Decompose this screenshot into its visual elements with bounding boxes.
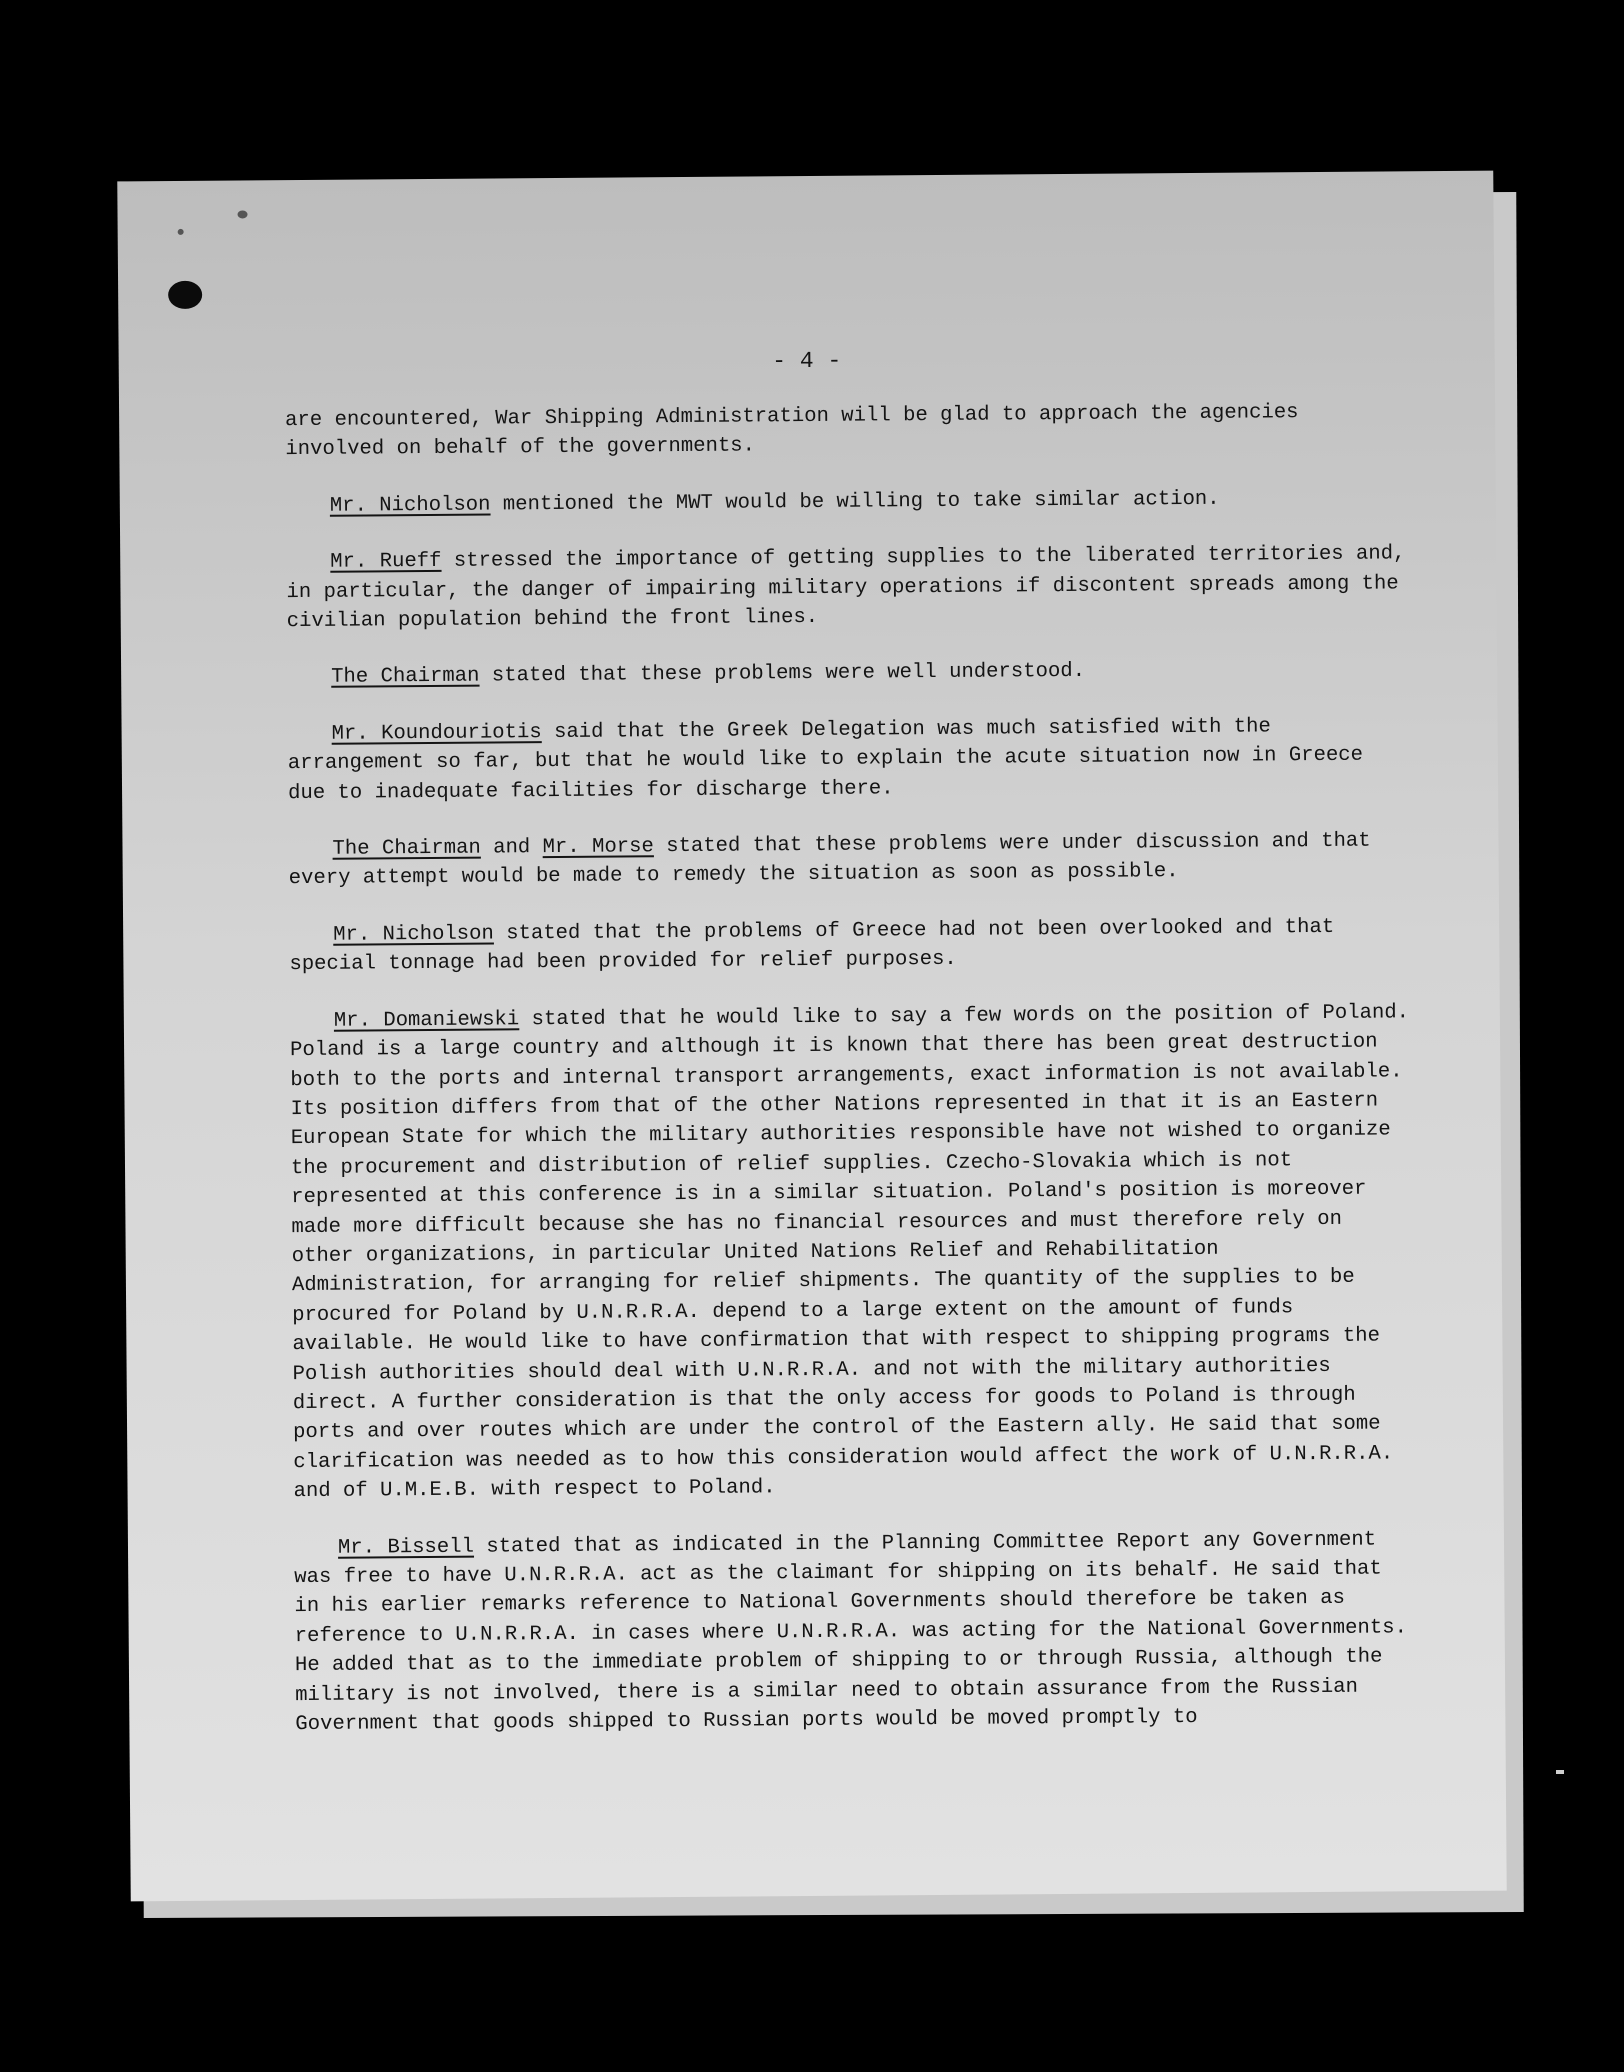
paragraph — [286, 540, 1407, 637]
paragraph-text: stressed the importance of getting supplies to the liberated territories and, in particular, the danger of impairing military operations if discontent spreads among the civilian population behind the front lines. — [286, 542, 1406, 634]
paragraph-text: said that the Greek Delegation was much satisfied with the arrangement so far, but that he would like to explain the acute situation now in Greece due to inadequate facilities for discharge there. — [287, 715, 1364, 805]
speaker-connector: and — [480, 836, 543, 860]
page-number: - 4 - — [772, 347, 842, 375]
punch-hole — [168, 281, 202, 309]
paragraph-text: stated that he would like to say a few words on the position of Poland. Poland is a large country and although it is known that there has been great destruction both to the ports and internal transport arrangements, exact information is not available. Its position differs from that of the other Nations represented in that it is an Eastern European State for which the military authorities responsible have not wished to organize the procurement and distribution of relief supplies. Czecho-Slovakia which is not represented at this conference is in a similar situation. Poland's position is moreover made more difficult because she has no financial resources and must therefore rely on other organizations, in particular United Nations Relief and Rehabilitation Administration, for arranging for relief shipments. The quantity of the supplies to be procured for Poland by U.N.R.R.A. depend to a large extent on the amount of funds available. He would like to have confirmation that with respect to shipping programs the Polish authorities should deal with U.N.R.R.A. and not with the military authorities direct. A further consideration is that the only access for goods to Poland is through ports and over routes which are under the control of the Eastern ally. He said that some clarification was needed as to how this consideration would affect the work of U.N.R.R.A. and of U.M.E.B. with respect to Poland. — [290, 1000, 1410, 1504]
document-page — [117, 171, 1506, 1902]
scan-artifact — [1556, 1770, 1564, 1774]
paragraph-text: stated that these problems were under discussion and that every attempt would be made to remedy the situation as soon as possible. — [288, 829, 1371, 891]
paragraph-text: mentioned the MWT would be willing to take similar action. — [490, 487, 1220, 517]
speaker-name: The Chairman — [331, 665, 480, 690]
speaker-name: Mr. Nicholson — [329, 493, 491, 518]
paper-speck — [178, 229, 184, 235]
speaker-name: Mr. Bissell — [337, 1535, 475, 1560]
paragraph-text: stated that the problems of Greece had not been overlooked and that special tonnage had been provided for relief purposes. — [289, 915, 1335, 977]
paper-speck — [237, 210, 247, 218]
speaker-name: The Chairman — [332, 836, 481, 861]
document-body — [285, 397, 1416, 1766]
speaker-name: Mr. Morse — [542, 835, 654, 860]
paragraph-text: stated that these problems were well understood. — [479, 660, 1086, 689]
speaker-name: Mr. Koundouriotis — [331, 720, 542, 746]
speaker-name: Mr. Nicholson — [333, 922, 494, 947]
paragraph — [290, 998, 1414, 1507]
paragraph — [294, 1525, 1416, 1740]
paragraph — [288, 711, 1409, 808]
paragraph-text: are encountered, War Shipping Administration will be glad to approach the agencies involved on behalf of the governments. — [285, 401, 1299, 462]
paragraph-text: stated that as indicated in the Planning Committee Report any Government was free to have U.N.R.R.A. act as the claimant for shipping on its behalf. He said that in his earlier remarks reference to National Governments should therefore be taken as reference to U.N.R.R.A. in cases where U.N.R.R.A. was acting for the National Governments. He added that as to the immediate problem of shipping to or through Russia, although the military is not involved, there is a similar need to obtain assurance from the Russian Government that goods shipped to Russian ports would be moved promptly to — [294, 1528, 1408, 1737]
speaker-name: Mr. Domaniewski — [333, 1007, 520, 1033]
speaker-name: Mr. Rueff — [330, 550, 442, 574]
paragraph — [285, 397, 1405, 465]
paragraph — [287, 655, 1407, 693]
paragraph — [288, 826, 1408, 894]
paragraph — [286, 483, 1406, 521]
paragraph — [289, 912, 1409, 980]
